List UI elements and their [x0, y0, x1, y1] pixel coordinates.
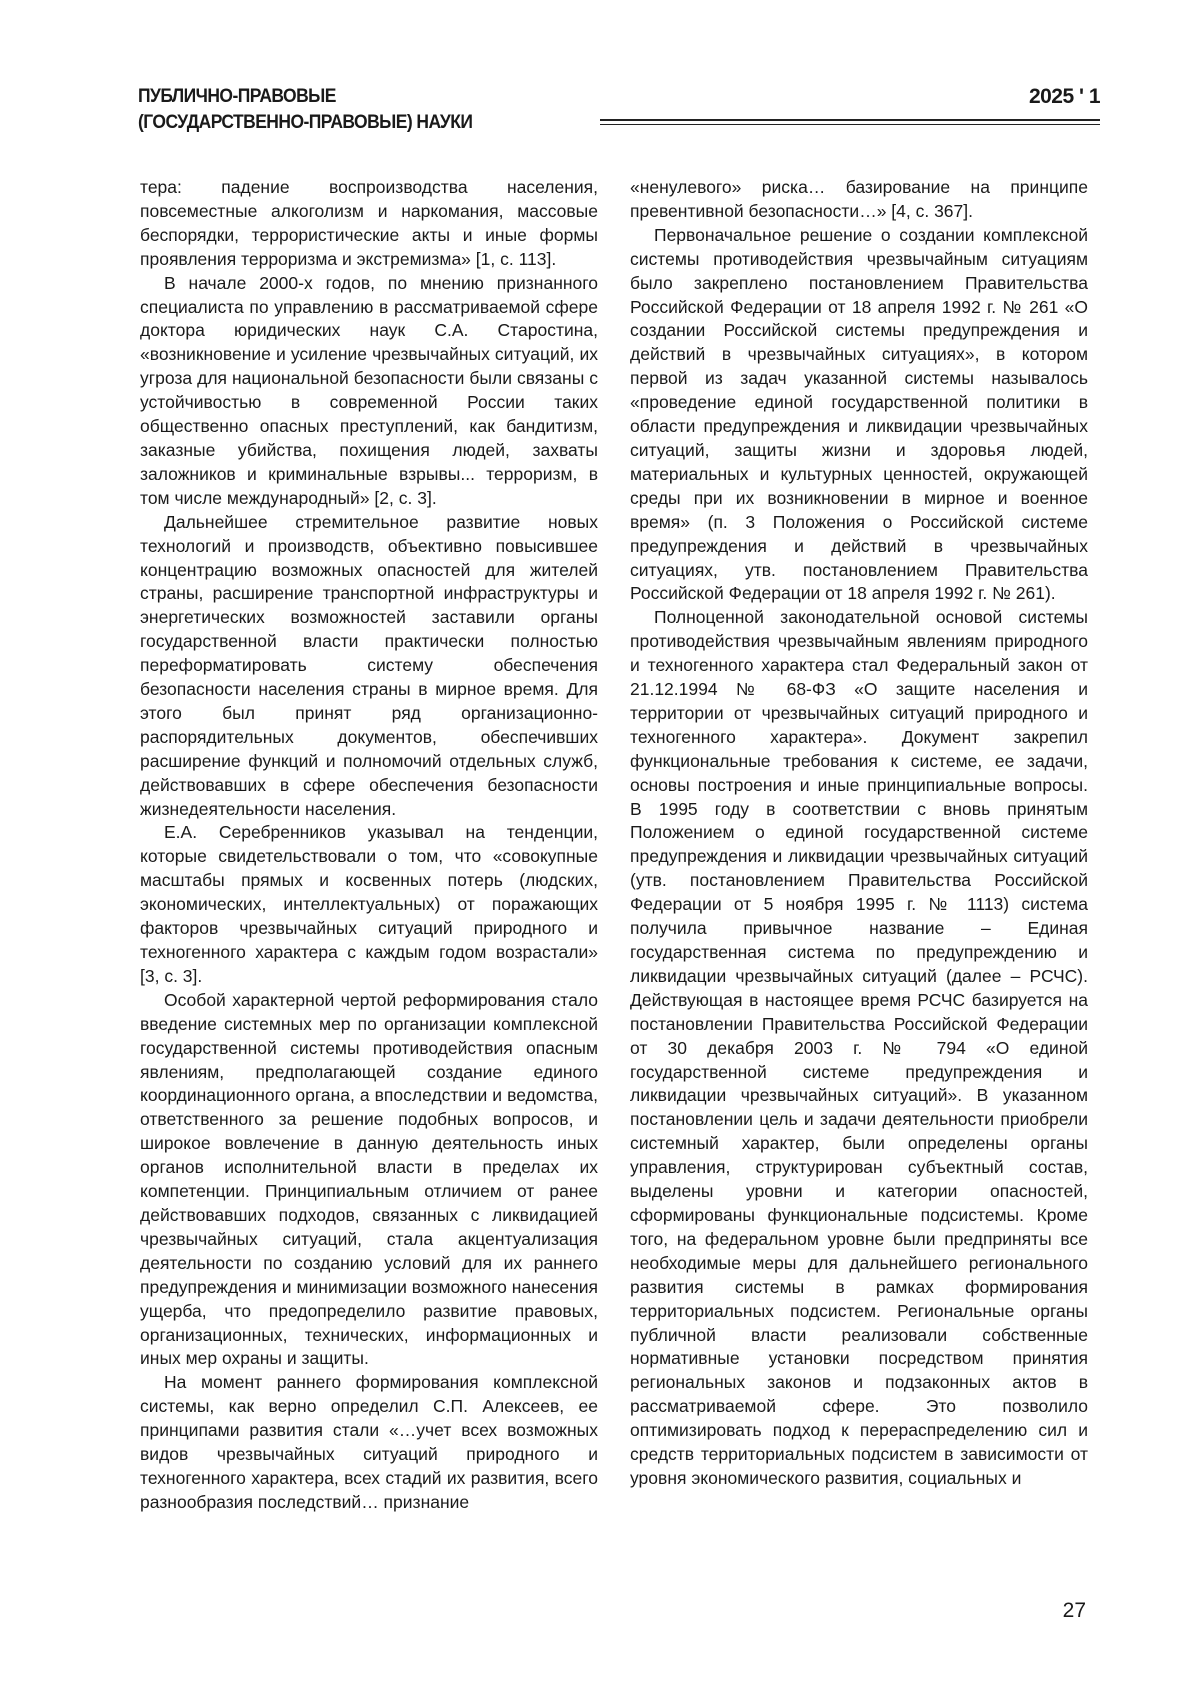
- journal-section-title: [138, 84, 472, 136]
- paragraph: На момент раннего формирования комплексной системы, как верно определил С.П. Алексеев, ее принципами развития стали «…учет всех возможных видов чрезвычайных ситуаций природного и техногенного характера, всех стадий их развития, всего разнообразия последствий… признание: [140, 1372, 598, 1512]
- journal-title-line-2: (ГОСУДАРСТВЕННО-ПРАВОВЫЕ) НАУКИ: [138, 112, 473, 133]
- journal-title-line-1: ПУБЛИЧНО-ПРАВОВЫЕ: [138, 86, 336, 107]
- header-rule-thick: [600, 119, 1100, 121]
- paragraph: Особой характерной чертой реформирования стало введение системных мер по организации комплексной государственной системы противодействия опасным явлениям, предполагающей создание единого координационного органа, а впоследствии и ведомства, ответственного за решение подобных вопросов, и широкое вовлечение в данную деятельность иных органов исполнительной власти в пределах их компетенции. Принципиальным отличием от ранее действовавших подходов, связанных с ликвидацией чрезвычайных ситуаций, стала акцентуализация деятельности по созданию условий для их раннего предупреждения и минимизации возможного нанесения ущерба, что предопределило развитие правовых, организационных, технических, информационных и иных мер охраны и защиты.: [140, 989, 598, 1369]
- right-text-column: [630, 176, 1088, 1491]
- paragraph: В начале 2000-х годов, по мнению признанного специалиста по управлению в рассматриваемой сфере доктора юридических наук С.А. Старостина, «возникновение и усиление чрезвычайных ситуаций, их угроза для национальной безопасности были связаны с устойчивостью в современной России таких общественно опасных преступлений, как бандитизм, заказные убийства, похищения людей, захваты заложников и криминальные взрывы... терроризм, в том числе международный» [2, с. 3].: [140, 272, 598, 508]
- header-rule-thin: [600, 124, 1100, 125]
- paragraph: Дальнейшее стремительное развитие новых технологий и производств, объективно повысившее концентрацию возможных опасностей для жителей страны, расширение транспортной инфраструктуры и энергетических возможностей заставили органы государственной власти практически полностью переформатировать систему обеспечения безопасности населения страны в мирное время. Для этого был принят ряд организационно-распорядительных документов, обеспечивших расширение функций и полномочий отдельных служб, действовавших в сфере обеспечения безопасности жизнедеятельности населения.: [140, 511, 598, 819]
- paragraph: Е.А. Серебренников указывал на тенденции, которые свидетельствовали о том, что «совокупные масштабы прямых и косвенных потерь (людских, экономических, интеллектуальных) от поражающих факторов чрезвычайных ситуаций природного и техногенного характера с каждым годом возрастали» [3, с. 3].: [140, 822, 598, 986]
- running-header: [138, 84, 1100, 140]
- issue-number: 2025 ' 1: [1028, 85, 1100, 108]
- paragraph: «ненулевого» риска… базирование на принципе превентивной безопасности…» [4, с. 367].: [630, 177, 1088, 221]
- paragraph: тера: падение воспроизводства населения, повсеместные алкоголизм и наркомания, массовые беспорядки, террористические акты и иные формы проявления терроризма и экстремизма» [1, с. 113].: [140, 177, 598, 269]
- paragraph: Первоначальное решение о создании комплексной системы противодействия чрезвычайным ситуациям было закреплено постановлением Правительства Российской Федерации от 18 апреля 1992 г. № 261 «О создании Российской системы предупреждения и действий в чрезвычайных ситуациях», в котором первой из задач указанной системы называлось «проведение единой государственной политики в области предупреждения и ликвидации чрезвычайных ситуаций, защиты жизни и здоровья людей, материальных и культурных ценностей, окружающей среды при их возникновении в мирное и военное время» (п. 3 Положения о Российской системе предупреждения и действий в чрезвычайных ситуациях, утв. постановлением Правительства Российской Федерации от 18 апреля 1992 г. № 261).: [630, 224, 1088, 604]
- page-number: 27: [1062, 1599, 1086, 1622]
- left-text-column: [140, 176, 598, 1515]
- paragraph: Полноценной законодательной основой системы противодействия чрезвычайным явлениям природного и техногенного характера стал Федеральный закон от 21.12.1994 № 68-ФЗ «О защите населения и территории от чрезвычайных ситуаций природного и техногенного характера». Документ закрепил функциональные требования к системе, ее задачи, основы построения и иные принципиальные вопросы. В 1995 году в соответствии с вновь принятым Положением о единой государственной системе предупреждения и ликвидации чрезвычайных ситуаций (утв. постановлением Правительства Российской Федерации от 5 ноября 1995 г. № 1113) система получила привычное название – Единая государственная система по предупреждению и ликвидации чрезвычайных ситуаций (далее – РСЧС). Действующая в настоящее время РСЧС базируется на постановлении Правительства Российской Федерации от 30 декабря 2003 г. № 794 «О единой государственной системе предупреждения и ликвидации чрезвычайных ситуаций». В указанном постановлении цель и задачи деятельности приобрели системный характер, были определены органы управления, структурирован субъектный состав, выделены уровни и категории опасностей, сформированы функциональные подсистемы. Кроме того, на федеральном уровне были предприняты все необходимые меры для дальнейшего регионального развития системы в рамках формирования территориальных подсистем. Региональные органы публичной власти реализовали собственные нормативные установки посредством принятия региональных законов и подзаконных актов в рассматриваемой сфере. Это позволило оптимизировать подход к перераспределению сил и средств территориальных подсистем в зависимости от уровня экономического развития, социальных и: [630, 607, 1088, 1488]
